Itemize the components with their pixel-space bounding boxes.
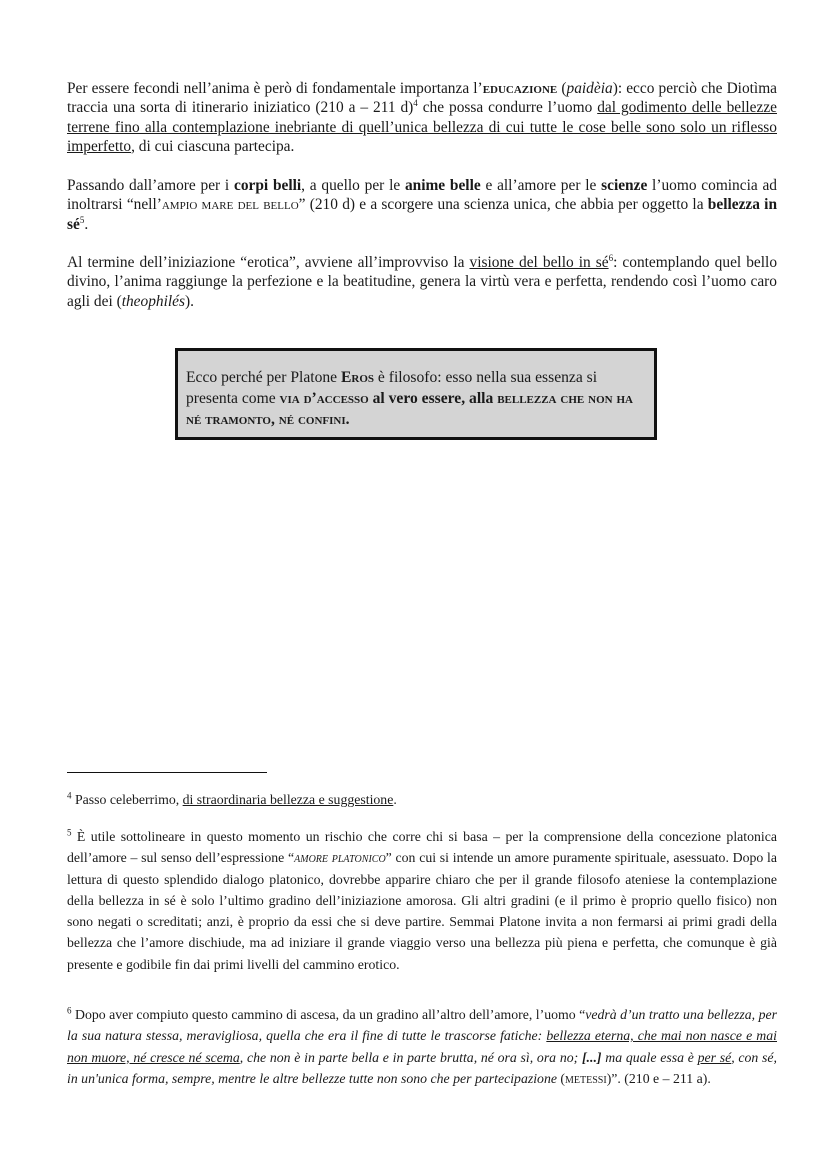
footnote-5 xyxy=(67,826,777,975)
footnote-4 xyxy=(67,789,777,810)
term-educazione: educazione xyxy=(482,80,558,97)
text: È utile sottolineare in questo momento un rischio che corre chi si basa – per la comprensione della concezione platonica dell’amore – sul senso dell’espressione “ xyxy=(67,829,777,866)
text: : contemplando quel bello divino, l’anima raggiunge la perfezione e la beatitudine, genera la virtù vera e perfetta, rendendo così l’uomo caro agli dei ( xyxy=(67,254,778,310)
quote-italic: vedrà d’un tratto una bellezza, per la sua natura stessa, meravigliosa, quella che era il fine di tutte le trascorse fatiche: xyxy=(67,1007,777,1044)
term-amore-platonico: amore platonico xyxy=(294,850,386,866)
paragraph-visione xyxy=(67,253,777,311)
text: ): ecco perciò che Diotìma traccia una sorta di itinerario iniziatico (210 a – 211 d) xyxy=(67,80,778,117)
text: , a quello per le xyxy=(301,177,405,194)
footnote-number: 5 xyxy=(67,827,72,838)
highlight-box xyxy=(175,348,657,440)
term-corpi-belli: corpi belli xyxy=(233,177,302,194)
quote-italic: , con sé, in un'unica forma, sempre, mentre le altre bellezze tutte non sono che per partecipazione xyxy=(67,1049,777,1086)
text-bold: al vero essere, alla xyxy=(368,390,498,407)
footnote-ref-4[interactable]: 4 xyxy=(413,98,418,109)
underlined-phrase: di straordinaria bellezza e suggestione xyxy=(182,792,394,807)
quote-italic: , che non è in parte bella e in parte brutta, né ora sì, ora no; xyxy=(239,1049,582,1065)
text: ” con cui si intende un amore puramente spirituale, asessuato. Dopo la lettura di questo splendido dialogo platonico, dovrebbe apparire chiaro che per il grande filosofo ateniese la contemplazione della bellezza in sé è solo l’ultimo gradino dell’iniziazione amorosa. Gli altri gradini (e il primo è proprio quello fisico) non sono negati o screditati; anzi, è proprio da essi che si deve partire. Semmai Platone invita a non fermarsi ai primi gradi della bellezza che l’amore dischiude, ma ad iniziare il grande viaggio verso una bellezza più piena e perfetta, che comunque è già presente e godibile fin dai primi livelli del cammino erotico. xyxy=(67,850,777,972)
underlined-phrase: dal godimento delle bellezze terrene fino alla contemplazione inebriante di quell’unica bellezza di cui tutte le cose belle sono solo un riflesso imperfetto xyxy=(67,99,777,155)
text: e all’amore per le xyxy=(480,177,602,194)
text: Al termine dell’iniziazione “erotica”, avviene all’improvviso la xyxy=(67,254,470,271)
text: ). xyxy=(184,292,194,310)
ellipsis-marker: [...] xyxy=(581,1049,602,1065)
text: è filosofo: esso nella sua essenza si presenta come xyxy=(186,369,598,407)
term-via-accesso: via d’accesso xyxy=(279,390,369,407)
footnote-number: 6 xyxy=(67,1005,72,1016)
text: Per essere fecondi nell’anima è però di fondamentale importanza l’ xyxy=(67,80,483,97)
text-bold: . xyxy=(345,411,350,428)
text: )”. (210 e – 211 a). xyxy=(606,1070,711,1086)
text: Passando dall’amore per i xyxy=(67,177,234,194)
footnote-separator xyxy=(67,772,267,773)
term-eros: Eros xyxy=(341,369,375,386)
term-scienze: scienze xyxy=(601,177,648,194)
paragraph-educazione xyxy=(67,79,777,156)
term-bellezza-senza-confini: bellezza che non ha né tramonto, né confini xyxy=(186,390,633,428)
term-ampio-mare: ampio mare del bello xyxy=(161,196,299,214)
underlined-phrase: bellezza eterna, che mai non nasce e mai non muore, né cresce né scema xyxy=(67,1028,778,1065)
term-theophiles: theophilés xyxy=(121,292,185,310)
term-anime-belle: anime belle xyxy=(404,177,481,194)
footnote-number: 4 xyxy=(67,790,72,801)
text: che possa condurre l’uomo xyxy=(417,99,598,117)
term-paideia: paidèia xyxy=(566,80,613,97)
text: Passo celeberrimo, xyxy=(71,792,183,807)
underlined-phrase: visione del bello in sé xyxy=(469,254,609,271)
text: , di cui ciascuna partecipa. xyxy=(131,137,295,155)
text: Ecco perché per Platone xyxy=(186,369,341,386)
underlined-phrase: per sé xyxy=(697,1049,732,1065)
paragraph-ascesa xyxy=(67,176,777,234)
text: . xyxy=(393,792,397,807)
quote-italic: ma quale essa è xyxy=(601,1049,698,1065)
text: ( xyxy=(557,80,567,97)
text: ( xyxy=(556,1070,566,1086)
term-metessi: metessi xyxy=(565,1070,607,1086)
footnote-ref-5[interactable]: 5 xyxy=(79,214,85,225)
text: ” (210 d) e a scorgere una scienza unica, che abbia per oggetto la xyxy=(298,196,708,214)
text: . xyxy=(84,215,89,233)
footnote-ref-6[interactable]: 6 xyxy=(608,252,614,263)
footnote-6 xyxy=(67,1004,777,1089)
term-bellezza-in-se: bellezza in sé xyxy=(67,196,778,233)
text: Dopo aver compiuto questo cammino di ascesa, da un gradino all’altro dell’amore, l’uomo “ xyxy=(71,1007,586,1022)
text: l’uomo comincia ad inoltrarsi “nell’ xyxy=(67,177,777,214)
